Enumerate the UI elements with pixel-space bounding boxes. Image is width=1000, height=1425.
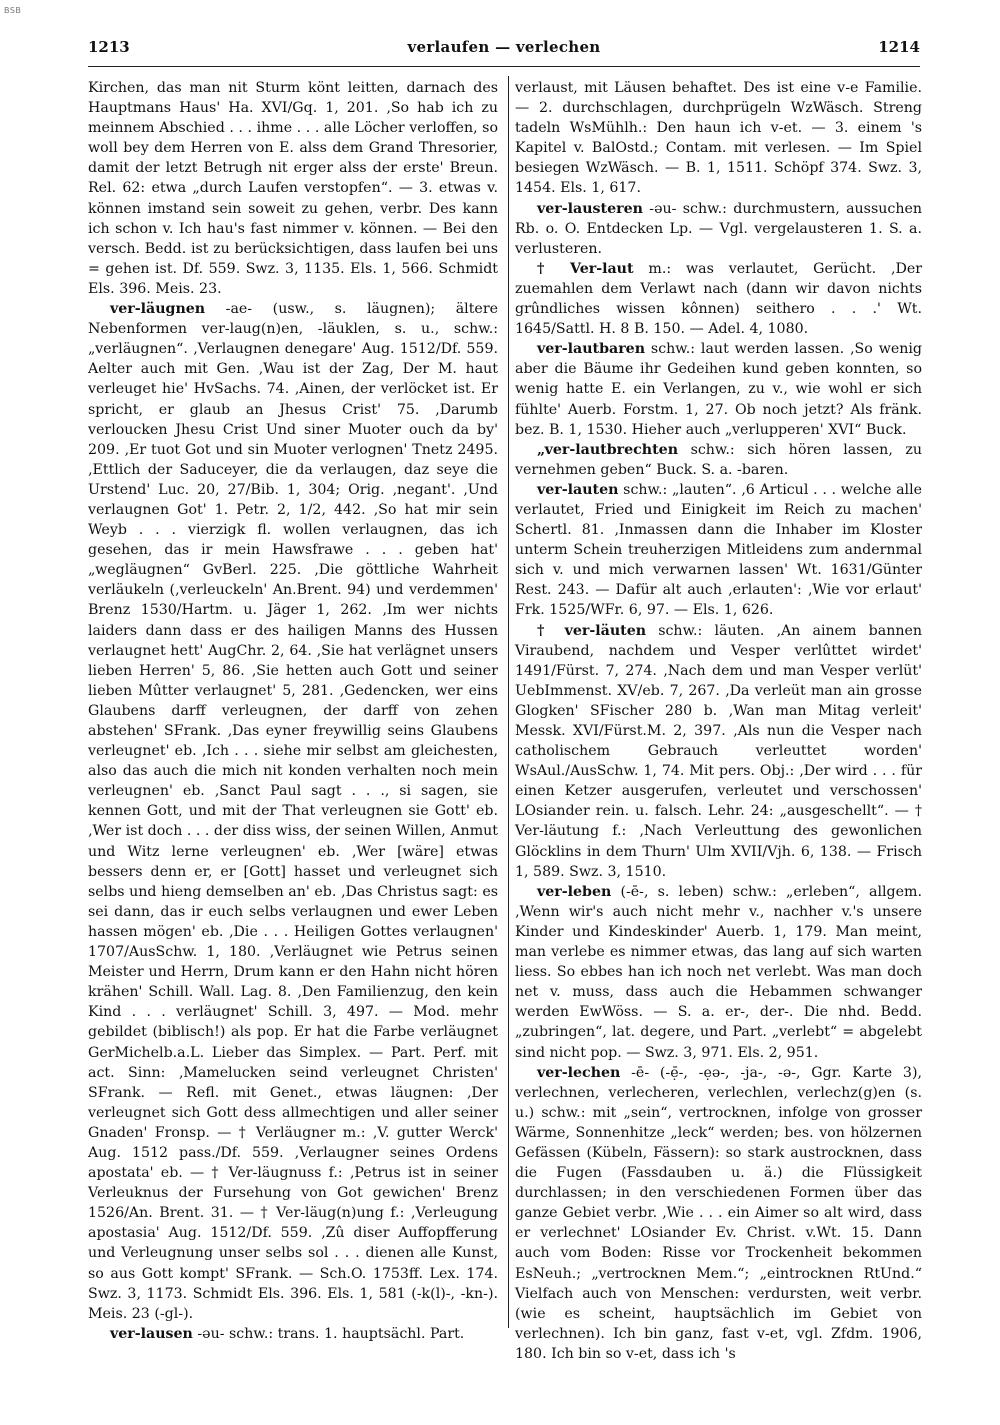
- entry-headword: ver-lechen: [537, 1064, 621, 1081]
- entry-text: m.: was verlautet, Gerücht. ‚Der zuemahlen dem Verlawt nach (dann wir davon nichts grûndliches wissen kônnen) seithero . . .' Wt. 1645/Sattl. H. 8 B. 150. — Adel. 4, 1080.: [515, 260, 922, 338]
- entry-headword: ver-lautbaren: [537, 341, 646, 358]
- entry-text: Kirchen, das man nit Sturm könt leitten, darnach des Hauptmans Haus' Ha. XVI/Gq. 1, 201. ‚So hab ich zu meinnem Abschied . . . ihme . . . alle Löcher verloffen, so woll bey dem Herren von E. alss dem Grand Thresorier, damit der letzt Betrugh nit erger alss der erste' Breun. Rel. 62: etwa „durch Laufen verstopfen“. — 3. etwas v. können imstand sein soweit zu gehen, verbr. Des kann ich schon v. Ich hau's fast nimmer v. können. — Bei den versch. Bedd. ist zu berücksichtigen, dass laufen bei uns = gehen ist. Df. 559. Swz. 3, 1135. Els. 1, 566. Schmidt Els. 396. Meis. 23.: [88, 80, 498, 297]
- page-number-right: 1214: [878, 38, 920, 56]
- entry-headword: „ver-lautbrechten: [537, 441, 679, 458]
- entry-text: -əu- schw.: trans. 1. hauptsächl. Part.: [192, 1325, 465, 1342]
- entry-text: verlaust, mit Läusen behaftet. Des ist eine v-e Familie. — 2. durchschlagen, durchprügeln WzWäsch. Streng tadeln WsMühlh.: Den haun ich v-et. — 3. einem 's Kapitel v. BalOstd.; Contam. mit verlesen. — Im Spiel besiegen WzWäsch. — B. 1, 1511. Schöpf 374. Swz. 3, 1454. Els. 1, 617.: [515, 80, 922, 197]
- entry-headword: ver-lauten: [537, 481, 619, 498]
- entry-text: schw.: läuten. ‚An ainem bannen Viraubend, nachdem und Vesper verlûttet wirdet' 1491/Fürst. 7, 274. ‚Nach dem und man Vesper verlüt' UebImmenst. XV/eb. 7, 267. ‚Da verleüt man ain grosse Glogken' SFischer 280 b. ‚Wan man Mitag verleit' Messk. XVI/Fürst.M. 2, 397. ‚Als nun die Vesper nach catholischem Gebrauch verleuttet worden' WsAul./AusSchw. 1, 74. Mit pers. Obj.: ‚Der wird . . . für einen Ketzer ausgerufen, verleutet und verschossen' LOsiander rein. u. falsch. Lehr. 24: „ausgeschellt“. — † Ver-läutung f.: ‚Nach Verleuttung des gewonlichen Glöcklins in dem Thurn' Ulm XVII/Vjh. 6, 138. — Frisch 1, 589. Swz. 3, 1510.: [515, 622, 922, 880]
- library-stamp: BSB: [4, 6, 22, 15]
- entry-headword: ver-läugnen: [110, 301, 206, 318]
- page-title: verlaufen — verlechen: [407, 38, 601, 56]
- entry-headword: † ver-läuten: [537, 622, 647, 639]
- entry-text: schw.: „lauten“. ‚6 Articul . . . welche alle verlautet, Fried und Einigkeit im Reich zu machen' Schertl. 81. ‚Inmassen dann die Inhaber im Kloster unterm Schein treuherzigen Mitleidens zum andernmal sich v. und mich verwarnen lassen' Wt. 1631/Günter Rest. 243. — Dafür alt auch ‚erlauten': ‚Wie vor erlaut' Frk. 1525/WFr. 6, 97. — Els. 1, 626.: [515, 481, 922, 619]
- right-column: [515, 78, 922, 1364]
- entry-text: schw.: sich hören lassen, zu vernehmen geben“ Buck. S. a. -baren.: [515, 441, 922, 478]
- dictionary-entry: [515, 259, 922, 339]
- left-column: [88, 78, 498, 1344]
- entry-headword: ver-lausteren: [537, 200, 643, 217]
- entry-headword: ver-leben: [537, 883, 612, 900]
- dictionary-entry: [515, 1063, 922, 1364]
- page-number-left: 1213: [88, 38, 130, 56]
- entry-text: schw.: laut werden lassen. ‚So wenig aber die Bäume ihr Gedeihen kund geben konnten, so wenig hatte E. ein Verlangen, zu v., wie wohl er sich fühlte' Auerb. Forstm. 1, 27. Ob noch jetzt? Als fränk. bez. B. 1, 1530. Hieher auch „verlupperen' XVI“ Buck.: [515, 341, 922, 438]
- page-header: [88, 38, 920, 64]
- entry-headword: † Ver-laut: [537, 260, 634, 277]
- dictionary-entry: [515, 480, 922, 621]
- entry-text: -ē- (-ẹ̄-, -ẹə-, -ja-, -ə-, Ggr. Karte 3), verlechnen, verlecheren, verlechlen, verlechz(g)en (s. u.) schw.: mit „sein“, vertrocknen, infolge von grosser Wärme, Sonnenhitze „leck“ werden; bes. von hölzernen Gefässen (Kübeln, Fässern): so stark austrocknen, dass die Fugen (Fassdauben u. ä.) die Flüssigkeit durchlassen; in den verschiedenen Formen über das ganze Gebiet verbr. ‚Wie . . . ein Aimer so alt wird, dass er verlechnet' LOsiander Ev. Christ. v.Wt. 15. Dann auch vom Boden: Risse vor Trockenheit bekommen EsNeuh.; „vertrocknen Mem.“; „eintrocknen RtUnd.“ Vielfach auch von Menschen: verdursten, weit verbr. (wie es scheint, hauptsächlich im Gebiet von verlechnen). Ich bin ganz, fast v-et, vgl. Zfdm. 1906, 180. Ich bin so v-et, dass ich 's: [515, 1064, 922, 1362]
- dictionary-entry: [515, 339, 922, 439]
- entry-text: -əu- schw.: durchmustern, aussuchen Rb. o. O. Entdecken Lp. — Vgl. vergelausteren 1. S. a. verlusteren.: [515, 200, 922, 257]
- dictionary-entry: [88, 299, 498, 1324]
- entry-continuation: [88, 78, 498, 299]
- dictionary-entry: [515, 199, 922, 259]
- header-rule: [88, 66, 920, 67]
- dictionary-entry: [515, 882, 922, 1063]
- entry-text: -ae- (usw., s. läugnen); ältere Nebenformen ver-laug(n)en, -läuklen, s. u., schw.: „verläugnen“. ‚Verlaugnen denegare' Aug. 1512/Df. 559. Aelter auch mit Gen. ‚Wau ist der Zag, Der M. haut verleuget hie' HvSachs. 74. ‚Ainen, der verlöcket ist. Er spricht, er glaub an Jhesus Crist' 75. ‚Darumb verloucken Jhesu Crist Und siner Muoter ouch da by' 209. ‚Er tuot Got und sin Muoter verlognen' Tnetz 2495. ‚Ettlich der Saduceyer, die da verlaugen, daz seye die Urstend' Luc. 20, 27/Bib. 1, 304; Orig. ‚negant'. ‚Und verlaugnen Got' 1. Petr. 2, 1/2, 442. ‚So hat mir sein Weyb . . . vierzigk fl. wollen verlaugnen, das ich gesehen, das ir mein Hawsfrawe . . . geben hat' „wegläugnen“ GvBerl. 225. ‚Die göttliche Wahrheit verläukeln (‚verleuckeln' An.Brent. 94) und verdemmen' Brenz 1530/Hartm. u. Jäger 1, 262. ‚Im wer nichts laiders dann dass er des hailigen Manns des Hussen verlaugnet hett' AugChr. 2, 64. ‚Sie hat verlägnet unsers lieben Herren' 5, 86. ‚Sie hetten auch Gott und seiner lieben Mûtter verlaugnet' 5, 281. ‚Gedencken, wer eins Glaubens darff verleugnen, der darff von zehen abstehen' SFrank. ‚Das eyner freywillig seins Glaubens verleugnet' eb. ‚Ich . . . siehe mir selbst am gleichesten, also das auch die mich nit konden verhalten noch mein verleugnen' eb. ‚Sanct Paul sagt . . ., si sagen, sie kennen Gott, und mit der That verleugnen sie Gott' eb. ‚Wer ist doch . . . der diss wiss, der seinen Willen, Anmut und Witz lerne verleugnen' eb. ‚Wer [wäre] etwas bessers denn er, er [Gott] hasset und verleugnet sich selbs und hieng demselben an' eb. ‚Das Christus sagt: es sei dann, das ir euch selbs verlaugnen und ewer Leben hassen mögen' eb. ‚Die . . . Heiligen Gottes verlaugnen' 1707/AusSchw. 1, 180. ‚Verläugnet wie Petrus seinen Meister und Herrn, Drum kann er den Hahn nicht hören krähen' Schill. Wall. Lag. 8. ‚Den Familienzug, den kein Kind . . . verläugnet' Schill. 3, 497. — Mod. mehr gebildet (biblisch!) als pop. Er hat die Farbe verläugnet GerMichelb.a.L. Lieber das Simplex. — Part. Perf. mit act. Sinn: ‚Mamelucken seind verleugnet Christen' SFrank. — Refl. mit Genet., etwas läugnen: ‚Der verleugnet sich Gott dess allmechtigen und aller seiner Gnaden' Fronsp. — † Verläugner m.: ‚V. gutter Werck' Aug. 1512 pass./Df. 559. ‚Verlaugner seines Ordens apostata' eb. — † Ver-läugnuss f.: ‚Petrus ist in seiner Verleuknus der Fursehung von Got gewichen' Brenz 1526/An. Brent. 31. — † Ver-läug(n)ung f.: ‚Verleugung apostasia' Aug. 1512/Df. 559. ‚Zû diser Auffopfferung und Verleugnung unser selbs sol . . . dienen alle Kunst, so aus Gott kompt' SFrank. — Sch.O. 1753ff. Lex. 174. Swz. 3, 1173. Schmidt Els. 396. Els. 1, 581 (-k(l)-, -kn-). Meis. 23 (-gl-).: [88, 301, 498, 1322]
- entry-headword: ver-lausen: [110, 1325, 193, 1342]
- dictionary-entry: [88, 1324, 498, 1344]
- entry-text: (-ē-, s. leben) schw.: „erleben“, allgem. ‚Wenn wir's auch nicht mehr v., nachher v.'s unsere Kinder und Kindeskinder' Auerb. 1, 179. Man meint, man verlebe es nimmer etwas, das lang auf sich warten liess. So ebbes han ich noch net verlebt. Was man doch net v. muss, dass auch die Hebammen schwanger werden EwWöss. — S. a. er-, der-. Die nhd. Bedd. „zubringen“, lat. degere, und Part. „verlebt“ = abgelebt sind nicht pop. — Swz. 3, 971. Els. 2, 951.: [515, 883, 922, 1061]
- column-divider: [508, 76, 509, 1328]
- dictionary-entry: [515, 621, 922, 882]
- entry-continuation: [515, 78, 922, 199]
- dictionary-entry: [515, 440, 922, 480]
